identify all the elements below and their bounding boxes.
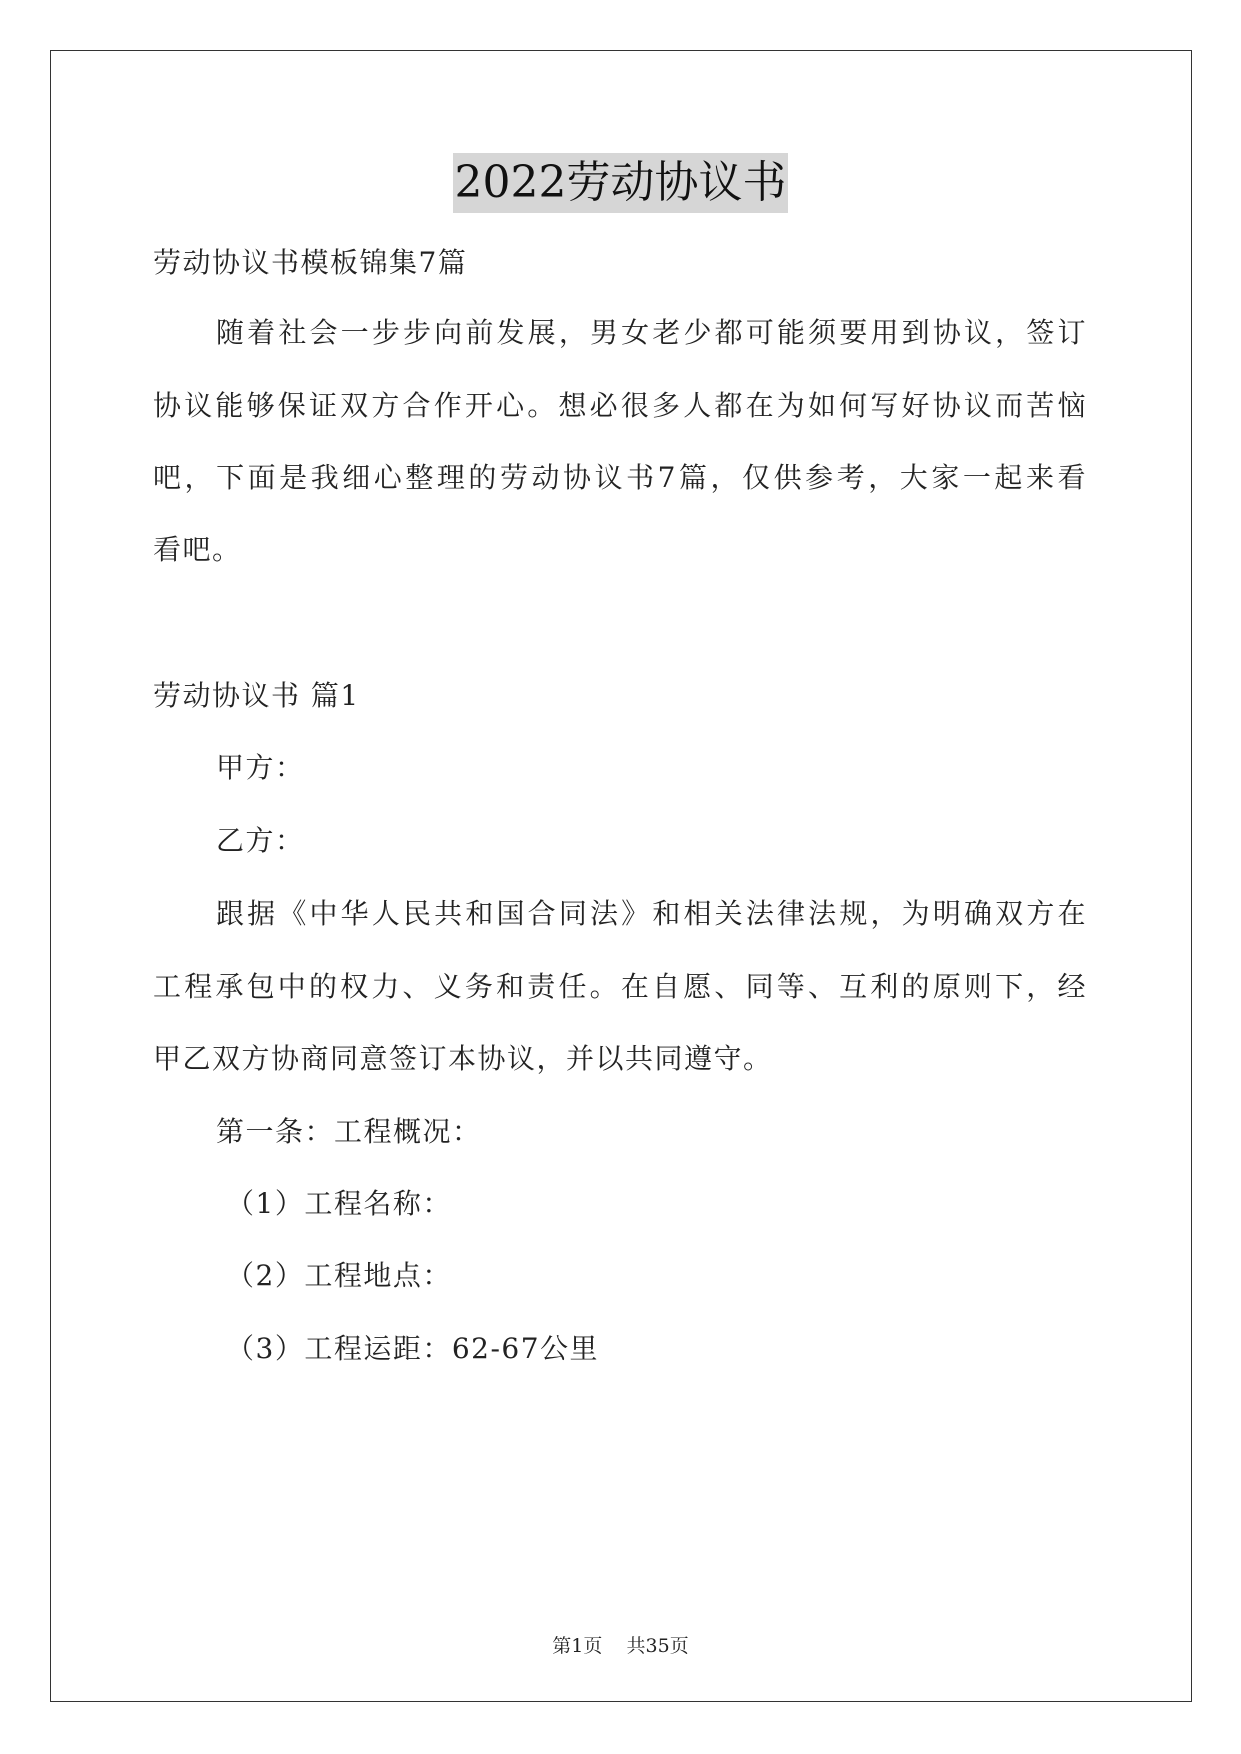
intro-line-2: 协议能够保证双方合作开心。想必很多人都在为如何写好协议而苦恼 bbox=[153, 389, 1087, 422]
party-a-label: 甲方： bbox=[216, 751, 305, 784]
intro-line-4: 看吧。 bbox=[153, 533, 242, 566]
body-line-3: 甲乙双方协商同意签订本协议，并以共同遵守。 bbox=[153, 1042, 773, 1075]
intro-line-3: 吧，下面是我细心整理的劳动协议书7篇，仅供参考，大家一起来看 bbox=[153, 461, 1087, 494]
section-heading: 劳动协议书 篇1 bbox=[153, 679, 360, 712]
article-1-item-2: （2）工程地点： bbox=[226, 1259, 452, 1292]
body-line-1: 跟据《中华人民共和国合同法》和相关法律法规，为明确双方在 bbox=[216, 897, 1087, 930]
title-container bbox=[0, 153, 1241, 213]
intro-line-1: 随着社会一步步向前发展，男女老少都可能须要用到协议，签订 bbox=[216, 316, 1087, 349]
page-border bbox=[50, 50, 1192, 1702]
body-line-2: 工程承包中的权力、义务和责任。在自愿、同等、互利的原则下，经 bbox=[153, 970, 1087, 1003]
article-1-heading: 第一条：工程概况： bbox=[216, 1115, 482, 1148]
document-title: 2022劳动协议书 bbox=[453, 153, 789, 213]
party-b-label: 乙方： bbox=[216, 824, 305, 857]
page-footer: 第1页 共35页 bbox=[552, 1635, 689, 1657]
article-1-item-3: （3）工程运距：62-67公里 bbox=[226, 1332, 600, 1365]
article-1-item-1: （1）工程名称： bbox=[226, 1187, 452, 1220]
document-subtitle: 劳动协议书模板锦集7篇 bbox=[153, 246, 468, 279]
